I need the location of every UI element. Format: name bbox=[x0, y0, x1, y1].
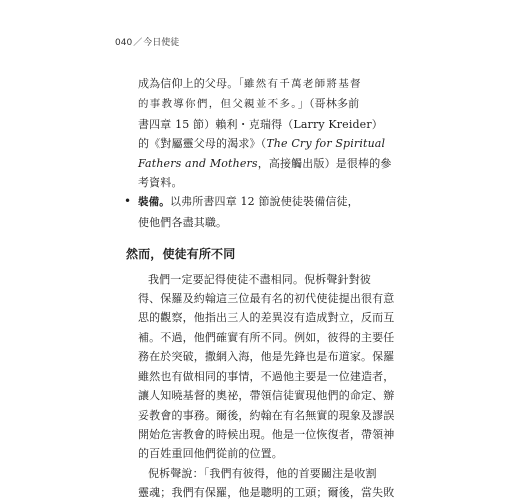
running-header bbox=[115, 35, 179, 48]
text-line bbox=[138, 134, 400, 153]
book-title-italic: Fathers and Mothers bbox=[138, 156, 258, 170]
section-heading: 然而，使徒有所不同 bbox=[126, 247, 236, 262]
text-line: 補。不過，他們確實有所不同。例如，彼得的主要任 bbox=[138, 330, 395, 344]
text-span: ，高接觸出版）是很棒的參 bbox=[257, 156, 392, 170]
page-number: 040 bbox=[115, 38, 133, 48]
text-line: 得、保羅及約翰這三位最有名的初代使徒提出很有意 bbox=[138, 292, 395, 306]
scripture-quote: 雖然有千萬老師將基督 bbox=[244, 78, 362, 90]
text-line: 妥教會的事務。爾後，約翰在有名無實的現象及謬誤 bbox=[138, 408, 395, 422]
paragraph bbox=[138, 464, 400, 503]
text-span: 成為信仰上的父母。「 bbox=[138, 77, 244, 90]
scripture-quote: 的事教導你們，但父親並不多。 bbox=[138, 98, 298, 111]
text-line: 雖然也有做相同的事情，不過他主要是一位建造者， bbox=[138, 369, 395, 383]
text-line: 使他們各盡其職。 bbox=[138, 215, 228, 229]
text-line: 思的觀察，他指出三人的差異沒有造成對立，反而互 bbox=[138, 311, 395, 325]
paragraph bbox=[138, 270, 400, 464]
text-line: 書四章 15 節）賴利・克瑞得（Larry Kreider） bbox=[138, 117, 383, 131]
running-title: 今日使徒 bbox=[143, 38, 180, 48]
text-line: 靈魂；我們有保羅，他是聰明的工頭；爾後，當失敗 bbox=[138, 486, 395, 500]
text-line: 倪柝聲說：「我們有彼得，他的首要關注是收割 bbox=[148, 466, 377, 480]
bullet-label: 裝備。 bbox=[138, 196, 170, 209]
text-line bbox=[124, 192, 400, 212]
text-span: 的《對屬靈父母的渴求》（ bbox=[138, 137, 267, 151]
header-separator: ／ bbox=[133, 38, 143, 48]
bullet-icon: • bbox=[124, 194, 132, 209]
page-body bbox=[124, 74, 400, 503]
text-line bbox=[138, 74, 400, 94]
text-span: 以弗所書四章 12 節說使徒裝備信徒， bbox=[169, 195, 359, 209]
text-line: 我們一定要記得使徒不盡相同。倪柝聲針對彼 bbox=[148, 272, 371, 286]
text-line bbox=[138, 154, 400, 173]
bullet-item bbox=[124, 192, 400, 232]
text-line: 開始危害教會的時候出現。他是一位恢復者，帶領神 bbox=[138, 427, 395, 441]
book-title-italic: The Cry for Spiritual bbox=[266, 137, 386, 151]
text-line: 務在於突破，撒網入海，他是先鋒也是布道家。保羅 bbox=[138, 350, 395, 364]
paragraph-continued bbox=[138, 74, 400, 192]
text-line: 考資料。 bbox=[138, 176, 183, 190]
text-line bbox=[138, 94, 400, 114]
text-span: 」（哥林多前 bbox=[297, 97, 360, 111]
text-line: 讓人知曉基督的奧祕，帶領信徒實現他們的命定、辦 bbox=[138, 389, 395, 403]
text-line: 的百姓重回他們從前的位置。 bbox=[138, 447, 283, 461]
